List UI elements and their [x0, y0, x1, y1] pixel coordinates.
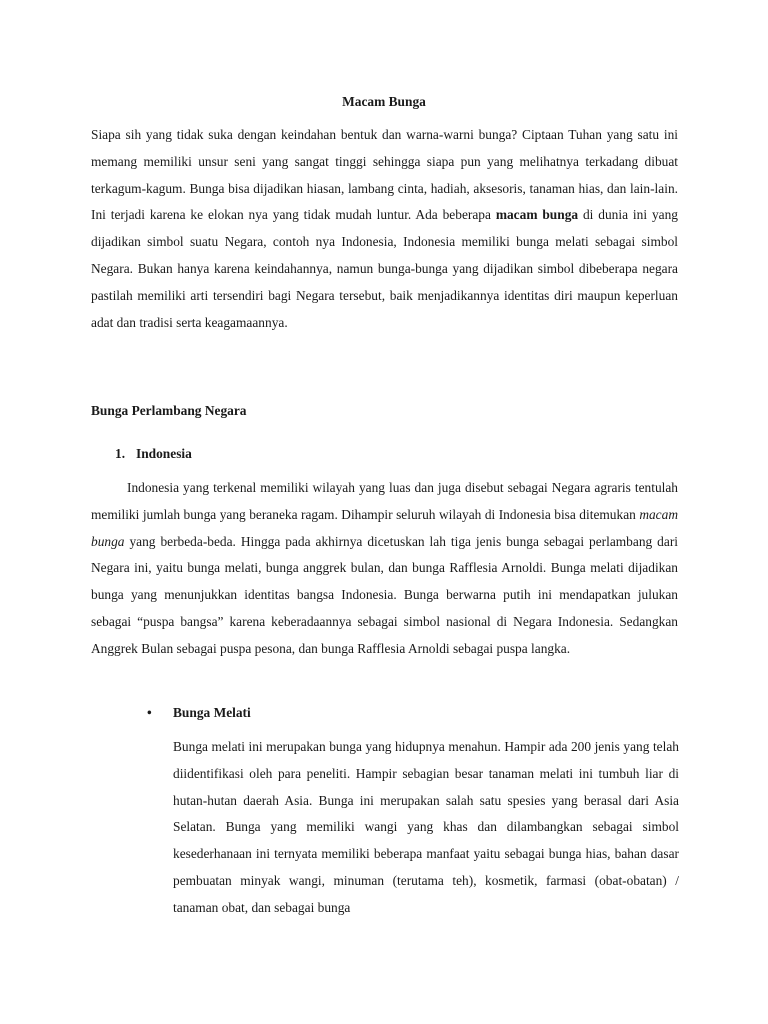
intro-paragraph	[91, 122, 678, 336]
intro-bold-term: macam bunga	[495, 207, 579, 223]
bullet-item-label: Bunga Melati	[173, 705, 251, 720]
intro-text-end: di dunia ini yang dijadikan simbol suatu Negara, contoh nya Indonesia, Indonesia memiliki bunga melati sebagai simbol Negara. Bukan hanya karena keindahannya, namun bunga-bunga yang dijadikan simbol dibeberapa negara pastilah memiliki arti tersendiri bagi Negara tersebut, baik menjadikannya identitas diri maupun keperluan adat dan tradisi serta keagamaannya.	[91, 207, 678, 330]
melati-paragraph: Bunga melati ini merupakan bunga yang hidupnya menahun. Hampir ada 200 jenis yang telah diidentifikasi oleh para peneliti. Hampir sebagian besar tanaman melati ini tumbuh liar di hutan-hutan daerah Asia. Bunga ini merupakan salah satu spesies yang berasal dari Asia Selatan. Bunga yang memiliki wangi yang khas dan dilambangkan sebagai simbol kesederhanaan ini ternyata memiliki beberapa manfaat yaitu sebagai bunga hias, bahan dasar pembuatan minyak wangi, minuman (terutama teh), kosmetik, farmasi (obat-obatan) / tanaman obat, dan sebagai bunga	[173, 739, 679, 915]
bullet-icon: •	[147, 705, 152, 720]
list-number: 1.	[115, 446, 126, 461]
section-heading: Bunga Perlambang Negara	[91, 403, 247, 418]
numbered-list-item	[115, 444, 192, 464]
indonesia-italic-term: macam bunga	[91, 506, 678, 549]
intro-text-start: Siapa sih yang tidak suka dengan keindahan bentuk dan warna-warni bunga? Ciptaan Tuhan yang satu ini memang memiliki unsur seni yang sangat tinggi sehingga siapa pun yang melihatnya terkadang dibuat terkagum-kagum. Bunga bisa dijadikan hiasan, lambang cinta, hadiah, aksesoris, tanaman hias, dan lain-lain. Ini terjadi karena ke elokan nya yang tidak mudah luntur. Ada beberapa	[91, 127, 678, 223]
list-item-label: Indonesia	[136, 446, 192, 461]
indonesia-text-end: yang berbeda-beda. Hingga pada akhirnya dicetuskan lah tiga jenis bunga sebagai perlambang dari Negara ini, yaitu bunga melati, bunga anggrek bulan, dan bunga Rafflesia Arnoldi. Bunga melati dijadikan bunga yang menunjukkan identitas bangsa Indonesia. Bunga berwarna putih ini mendapatkan julukan sebagai “puspa bangsa” karena keberadaannya sebagai simbol nasional di Negara Indonesia. Sedangkan Anggrek Bulan sebagai puspa pesona, dan bunga Rafflesia Arnoldi sebagai puspa langka.	[91, 533, 678, 656]
document-title: Macam Bunga	[342, 94, 426, 109]
bullet-list-item	[147, 703, 251, 723]
indonesia-text-start: Indonesia yang terkenal memiliki wilayah yang luas dan juga disebut sebagai Negara agraris tentulah memiliki jumlah bunga yang beraneka ragam. Dihampir seluruh wilayah di Indonesia bisa ditemukan	[91, 480, 678, 522]
indonesia-paragraph	[91, 475, 678, 663]
